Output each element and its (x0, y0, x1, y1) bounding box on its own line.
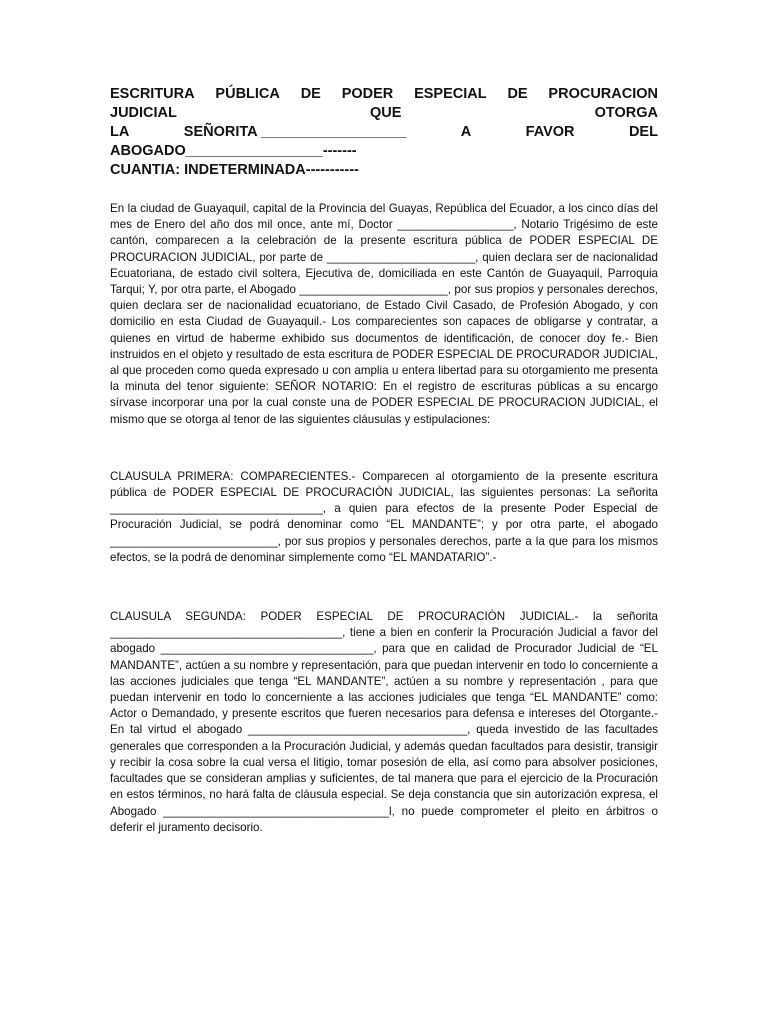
title-line-3 (110, 123, 658, 142)
title-word: ESCRITURA (110, 86, 195, 102)
intro-paragraph: En la ciudad de Guayaquil, capital de la Provincia del Guayas, República del Ecuador, a los cinco días del mes de Enero del año dos mil once, ante mí, Doctor __________________, Notario Trigésimo de este cantón, comparecen a la celebración de la presente escritura pública de PODER ESPECIAL DE PROCURACION JUDICIAL, por parte de _______________________, quien declara ser de nacionalidad Ecuatoriana, de estado civil soltera, Ejecutiva de, domiciliada en este Cantón de Guayaquil, Parroquia Tarqui; Y, por otra parte, el Abogado _______________________, por sus propios y personales derechos, quien declara ser de nacionalidad ecuatoriano, de Estado Civil Casado, de Profesión Abogado, y con domicilio en esta Ciudad de Guayaquil.- Los comparecientes son capaces de obligarse y contratar, a quienes en virtud de haberme exhibido sus documentos de identificación, de conocer doy fe.- Bien instruidos en el objeto y resultado de esta escritura de PODER ESPECIAL DE PROCURADOR JUDICIAL, al que proceden como queda expresado u con amplia u entera libertad para su otorgamiento me presenta la minuta del tenor siguiente: SEÑOR NOTARIO: En el registro de escrituras públicas a su encargo sírvase incorporar una por la cual conste una de PODER ESPECIAL DE PROCURACION JUDICIAL, el mismo que se otorga al tenor de las siguientes cláusulas y estipulaciones: (110, 202, 658, 426)
title-word: LA (110, 124, 130, 140)
clausula-segunda-paragraph: CLAUSULA SEGUNDA: PODER ESPECIAL DE PROCURACIÒN JUDICIAL.- la señorita ____________________________________, tiene a bien en conferir la Procuración Judicial a favor del abogado _________________________________, para que en calidad de Procurador Judicial de “EL MANDANTE”, actúen a su nombre y representación, para que puedan intervenir en todo lo concerniente a las acciones judiciales que tenga “EL MANDANTE”, actúen a su nombre y representación , para que puedan intervenir en todo lo concerniente a las acciones judiciales que tenga “EL MANDANTE” como: Actor o Demandado, y presente escritos que fueren necesarios para defensa e intereses del Otorgante.- En tal virtud el abogado __________________________________, queda investido de las facultades generales que corresponden a la Procuración Judicial, y además quedan facultados para desistir, transigir y recibir la cosa sobre la cual versa el litigio, tomar posesión de ella, así como para absolver posiciones, facultades que se consideran amplias y suficientes, de tal manera que para el ejercicio de la Procuración en estos términos, no hará falta de cláusula especial. Se deja constancia que sin autorización expresa, el Abogado ___________________________________l, no puede comprometer el pleito en árbitros o deferir el juramento decisorio. (110, 610, 658, 834)
title-word: OTORGA (594, 105, 658, 121)
title-word: DEL (628, 124, 658, 140)
document-title (110, 85, 658, 180)
title-word: CUANTIA: INDETERMINADA----------- (110, 162, 359, 178)
title-line-4 (110, 142, 658, 161)
title-word: DE (300, 86, 321, 102)
title-line-5 (110, 161, 658, 180)
title-word: PÚBLICA (215, 86, 280, 102)
title-word: PROCURACION (548, 86, 658, 102)
document-page (110, 85, 658, 836)
title-word: QUE (370, 105, 402, 121)
title-word: SEÑORITA __________________ (183, 124, 407, 140)
title-word: PODER (341, 86, 394, 102)
clausula-primera-paragraph: CLAUSULA PRIMERA: COMPARECIENTES.- Comparecen al otorgamiento de la presente escritura pública de PODER ESPECIAL DE PROCURACIÒN JUDICIAL, las siguientes personas: La señorita _________________________________, a quien para efectos de la presente Poder Especial de Procuración Judicial, se podrá denominar como “EL MANDANTE”; y por otra parte, el abogado __________________________, por sus propios y personales derechos, parte a la que para los mismos efectos, se la podrá de denominar simplemente como “EL MANDATARIO”.- (110, 469, 658, 564)
title-line-2 (110, 104, 658, 123)
title-word: FAVOR (525, 124, 575, 140)
title-word: JUDICIAL (110, 105, 177, 121)
title-line-1 (110, 85, 658, 104)
title-word: A (460, 124, 472, 140)
title-word: DE (507, 86, 528, 102)
title-word: ABOGADO_________________------- (110, 143, 357, 159)
title-word: ESPECIAL (414, 86, 487, 102)
